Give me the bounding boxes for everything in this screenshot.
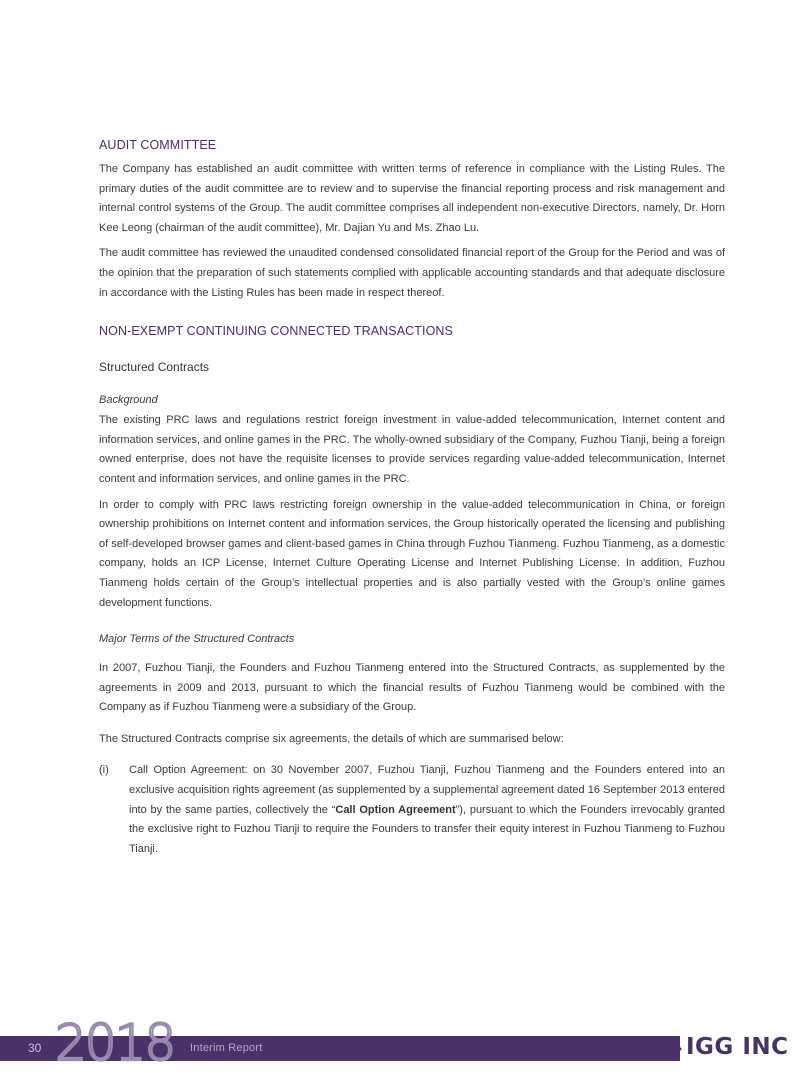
audit-paragraph-2: The audit committee has reviewed the unaudited condensed consolidated financial report of the Group for the Period and was of the opinion that the preparation of such statements complied with applicable accounting standards and that adequate disclosure in accordance with the Listing Rules has been made in respect thereof. (99, 247, 725, 299)
year-logo-text: 2018 (55, 1016, 175, 1066)
list-item-number: (i) (99, 764, 109, 777)
major-terms-paragraph-2: The Structured Contracts comprise six agreements, the details of which are summarised below: (99, 732, 564, 745)
major-terms-paragraph-1: In 2007, Fuzhou Tianji, the Founders and Fuzhou Tianmeng entered into the Structured Contracts, as supplemented by the agreements in 2009 and 2013, pursuant to which the financial results of Fuzhou Tianmeng would be combined with the Company as if Fuzhou Tianmeng were a subsidiary of the Group. (99, 662, 725, 714)
audit-paragraph-1: The Company has established an audit committee with written terms of reference in compliance with the Listing Rules. The primary duties of the audit committee are to review and to supervise the financial reporting process and risk management and internal control systems of the Group. The audit committee comprises all independent non-executive Directors, namely, Dr. Horn Kee Leong (chairman of the audit committee), Mr. Dajian Yu and Ms. Zhao Lu. (99, 163, 725, 234)
list-item-text (129, 761, 725, 859)
year-logo (55, 1016, 185, 1066)
background-paragraph-2: In order to comply with PRC laws restricting foreign ownership in the value-added telecommunication in China, or foreign ownership prohibitions on Internet content and information services, the Group historically operated the licensing and publishing of self-developed browser games and client-based games in China through Fuzhou Tianmeng. Fuzhou Tianmeng, as a domestic company, holds an ICP License, Internet Culture Operating License and Internet Publishing License. In addition, Fuzhou Tianmeng holds certain of the Group’s intellectual properties and is also partially vested with the Group’s online games development functions. (99, 498, 725, 609)
transactions-heading: NON-EXEMPT CONTINUING CONNECTED TRANSACTIONS (99, 324, 453, 339)
page-number: 30 (28, 1041, 42, 1055)
brand-logo: IGG INC (686, 1034, 789, 1060)
list-item-text-part: ”), pursuant to which the Founders irrevocably granted the exclusive right to Fuzhou Tianji to require the Founders to transfer their equity interest in Fuzhou Tianmeng to Fuzhou Tianji. (129, 803, 725, 855)
background-label: Background (99, 394, 158, 407)
audit-committee-heading: AUDIT COMMITTEE (99, 138, 217, 152)
list-item (99, 761, 725, 859)
list-item-text-part: Call Option Agreement: on 30 November 2007, Fuzhou Tianji, Fuzhou Tianmeng and the Founders entered into an exclusive acquisition rights agreement (as supplemented by a supplemental agreement dated 16 September 2013 entered into by the same parties, collectively the “ (129, 764, 725, 816)
chevron-right-icon (658, 1037, 688, 1061)
major-terms-label: Major Terms of the Structured Contracts (99, 633, 295, 646)
structured-contracts-subheading: Structured Contracts (99, 360, 210, 375)
page-footer (0, 1016, 800, 1066)
call-option-agreement-term: Call Option Agreement (335, 803, 456, 816)
report-label: Interim Report (190, 1042, 263, 1054)
page-content (99, 138, 725, 859)
background-paragraph-1: The existing PRC laws and regulations restrict foreign investment in value-added telecommunication, Internet content and information services, and online games in the PRC. The wholly-owned subsidiary of the Company, Fuzhou Tianji, being a foreign owned enterprise, does not have the requisite licenses to provide services regarding value-added telecommunication, Internet content and information services, and online games in the PRC. (99, 414, 725, 485)
